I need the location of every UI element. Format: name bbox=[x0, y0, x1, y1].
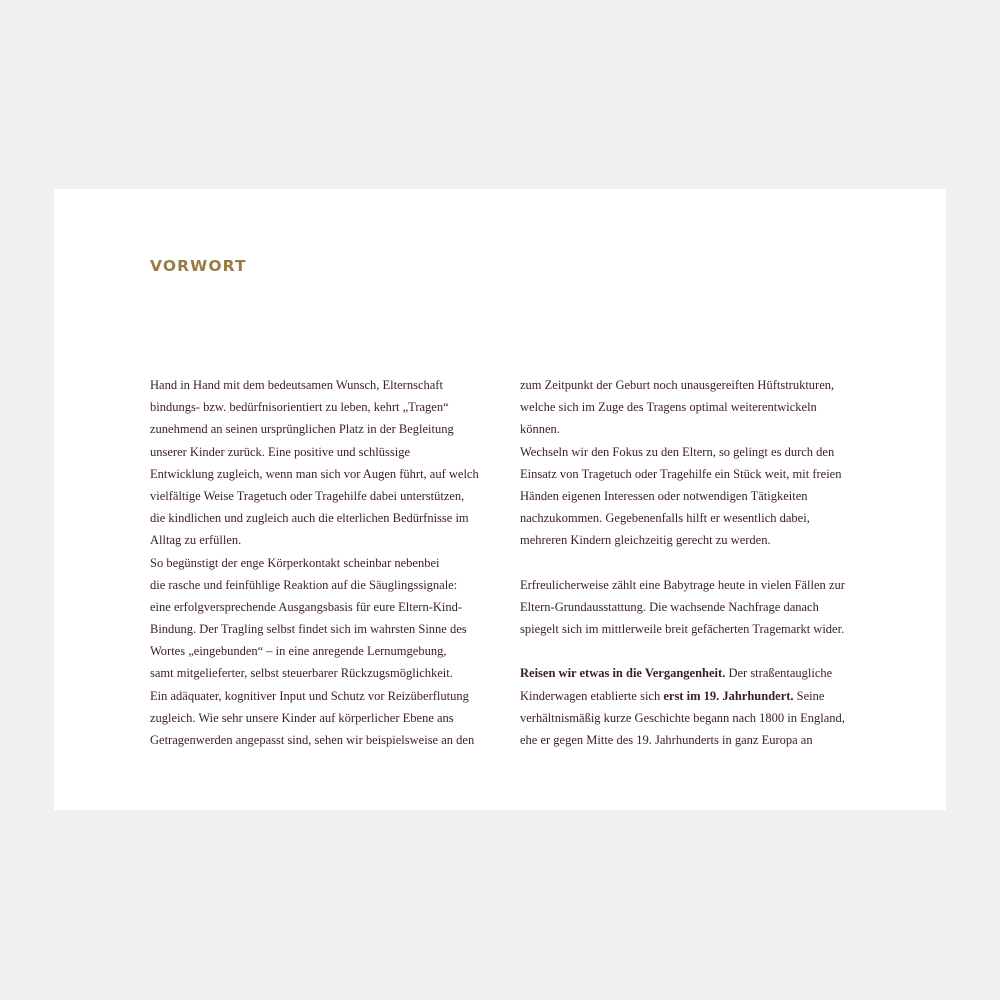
text-line: Alltag zu erfüllen. bbox=[150, 533, 242, 548]
text-line: die kindlichen und zugleich auch die elterlichen Bedürfnisse im bbox=[150, 511, 469, 526]
text-line: So begünstigt der enge Körperkontakt scheinbar nebenbei bbox=[150, 555, 440, 570]
text-fragment: Der straßentaugliche bbox=[725, 666, 833, 681]
text-line bbox=[520, 685, 845, 707]
text-line: können. bbox=[520, 422, 560, 437]
text-line: Getragenwerden angepasst sind, sehen wir beispielsweise an den bbox=[150, 733, 475, 747]
text-line: nachzukommen. Gegebenenfalls hilft er wesentlich dabei, bbox=[520, 511, 810, 526]
left-text-column bbox=[150, 374, 479, 751]
text-line: unserer Kinder zurück. Eine positive und schlüssige bbox=[150, 444, 411, 459]
text-line: verhältnismäßig kurze Geschichte begann nach 1800 in England, bbox=[520, 710, 845, 725]
text-line: Eltern-Grundausstattung. Die wachsende Nachfrage danach bbox=[520, 599, 819, 614]
text-line: ehe er gegen Mitte des 19. Jahrhunderts in ganz Europa an bbox=[520, 733, 813, 747]
text-line: zugleich. Wie sehr unsere Kinder auf körperlicher Ebene ans bbox=[150, 710, 454, 725]
bold-phrase: erst im 19. Jahrhundert. bbox=[663, 688, 794, 703]
text-line bbox=[520, 662, 845, 684]
text-line: Entwicklung zugleich, wenn man sich vor Augen führt, auf welch bbox=[150, 466, 479, 481]
text-line: Erfreulicherweise zählt eine Babytrage heute in vielen Fällen zur bbox=[520, 577, 845, 592]
text-line: vielfältige Weise Tragetuch oder Tragehilfe dabei unterstützen, bbox=[150, 488, 465, 503]
paragraph-gap bbox=[520, 640, 845, 662]
text-line: Wechseln wir den Fokus zu den Eltern, so gelingt es durch den bbox=[520, 444, 835, 459]
text-line: die rasche und feinfühlige Reaktion auf die Säuglingssignale: bbox=[150, 577, 458, 592]
text-line: zunehmend an seinen ursprünglichen Platz in der Begleitung bbox=[150, 422, 454, 437]
document-page bbox=[54, 189, 946, 810]
text-line: spiegelt sich im mittlerweile breit gefächerten Tragemarkt wider. bbox=[520, 622, 845, 637]
text-line: Hand in Hand mit dem bedeutsamen Wunsch, Elternschaft bbox=[150, 378, 443, 392]
text-line: Wortes „eingebunden“ – in eine anregende Lernumgebung, bbox=[150, 644, 447, 659]
text-line: Bindung. Der Tragling selbst findet sich im wahrsten Sinne des bbox=[150, 622, 467, 637]
text-line: bindungs- bzw. bedürfnisorientiert zu leben, kehrt „Tragen“ bbox=[150, 400, 449, 415]
page-heading: VORWORT bbox=[150, 257, 247, 275]
paragraph-gap bbox=[520, 552, 845, 574]
bold-phrase: Reisen wir etwas in die Vergangenheit. bbox=[520, 666, 726, 681]
text-line: zum Zeitpunkt der Geburt noch unausgereiften Hüftstrukturen, bbox=[520, 378, 835, 392]
text-line: Ein adäquater, kognitiver Input und Schutz vor Reizüberflutung bbox=[150, 688, 469, 703]
text-line: eine erfolgversprechende Ausgangsbasis für eure Eltern-Kind- bbox=[150, 599, 463, 614]
text-line: Einsatz von Tragetuch oder Tragehilfe ein Stück weit, mit freien bbox=[520, 466, 842, 481]
text-fragment: Kinderwagen etablierte sich bbox=[520, 688, 664, 703]
text-line: mehreren Kindern gleichzeitig gerecht zu werden. bbox=[520, 533, 771, 548]
text-fragment: Seine bbox=[793, 688, 825, 703]
right-text-column bbox=[520, 374, 845, 751]
text-line: Händen eigenen Interessen oder notwendigen Tätigkeiten bbox=[520, 488, 808, 503]
text-line: welche sich im Zuge des Tragens optimal weiterentwickeln bbox=[520, 400, 817, 415]
text-line: samt mitgelieferter, selbst steuerbarer Rückzugsmöglichkeit. bbox=[150, 666, 453, 681]
